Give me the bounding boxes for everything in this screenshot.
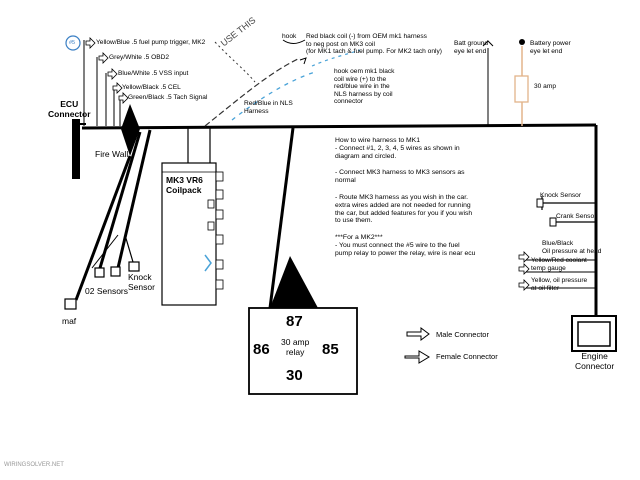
female-connector-icon [405,351,429,363]
hook-note: hook oem mk1 black coil wire (+) to the red/blue wire in the NLS harness by coil connector [334,68,395,106]
coil-note: Red black coil (-) from OEM mk1 harness to neg post on MK3 coil (for MK1 tach & fuel pump. For MK2 tach only) [306,33,442,56]
wire-label-cel: Yellow/Black .5 CEL [122,84,181,91]
knock-sensor-box [129,262,139,271]
o2-sensor-1 [95,268,104,277]
fuse-30amp [515,76,528,102]
batt-ground-label: Batt ground eye let end [454,40,489,55]
relay-wedge [270,256,318,308]
battery-eyelet [519,39,525,45]
hook-label: hook [282,33,297,40]
o2-sensor-2 [111,267,120,276]
crank-sensor-label: Crank Sensor [556,213,597,220]
instructions-title: How to wire harness to MK1 [335,137,420,144]
oil-filter-label: Yellow, oil pressure at oil filter [531,277,588,292]
relay-pin-85: 85 [322,341,339,358]
handwritten-note: USE THIS [218,14,258,49]
right-knock-sensor-label: Knock Sensor [540,192,582,199]
firewall-label: Fire Wall [95,149,129,159]
oil-head-label: Blue/Black Oil pressure at head [542,240,602,255]
relay-pin-30: 30 [286,367,303,384]
instructions-block [335,137,525,258]
relay-label: 30 amp relay [281,337,310,357]
instructions-step-4: - You must connect the #5 wire to the fuel pump relay to power the relay, wire is near ecu [335,241,476,257]
wire-label-fuel-pump: Yellow/Blue .5 fuel pump trigger, MK2 [96,39,206,46]
knock-sensor-label: Knock Sensor [128,272,155,292]
wire-label-tach: Green/Black .5 Tach Signal [128,94,208,101]
legend-male-label: Male Connector [436,330,489,339]
wire-label-obd2: Grey/White .5 OBD2 [109,54,170,61]
legend-female-label: Female Connector [436,352,498,361]
maf-label: maf [62,316,77,326]
relay-pin-86: 86 [253,341,270,358]
maf-box [65,299,76,309]
ecu-connector [72,119,80,179]
instructions-mk2-title: ***For a MK2*** [335,234,383,242]
instructions-step-2: - Connect MK3 harness to MK3 sensors as normal [335,169,465,185]
fuse-label: 30 amp [534,83,556,90]
main-harness-line [82,125,596,128]
watermark: WIRINGSOLVER.NET [4,462,64,468]
wire-number-label: #5 [69,40,76,46]
male-connector-icon [407,328,429,340]
relay-pin-87: 87 [286,313,303,330]
ecu-connector-label: ECU Connector [48,99,91,119]
coolant-label: Yellow/Red coolant temp gauge [531,257,587,272]
engine-connector-label: Engine Connector [575,351,615,371]
wire-label-vss: Blue/White .5 VSS input [118,70,189,77]
o2-sensors-label: 02 Sensors [85,286,128,296]
batt-power-label: Battery power eye let end [530,40,571,55]
nls-harness-label: Red/Blue in NLS Harness [244,100,293,115]
instructions-step-3: - Route MK3 harness as you wish in the car. extra wires added are not needed for running the car, but added features for you if you wish to use them. [335,193,473,225]
coilpack-label: MK3 VR6 Coilpack [166,175,203,195]
instructions-step-1: - Connect #1, 2, 3, 4, 5 wires as shown in diagram and circled. [335,144,460,160]
